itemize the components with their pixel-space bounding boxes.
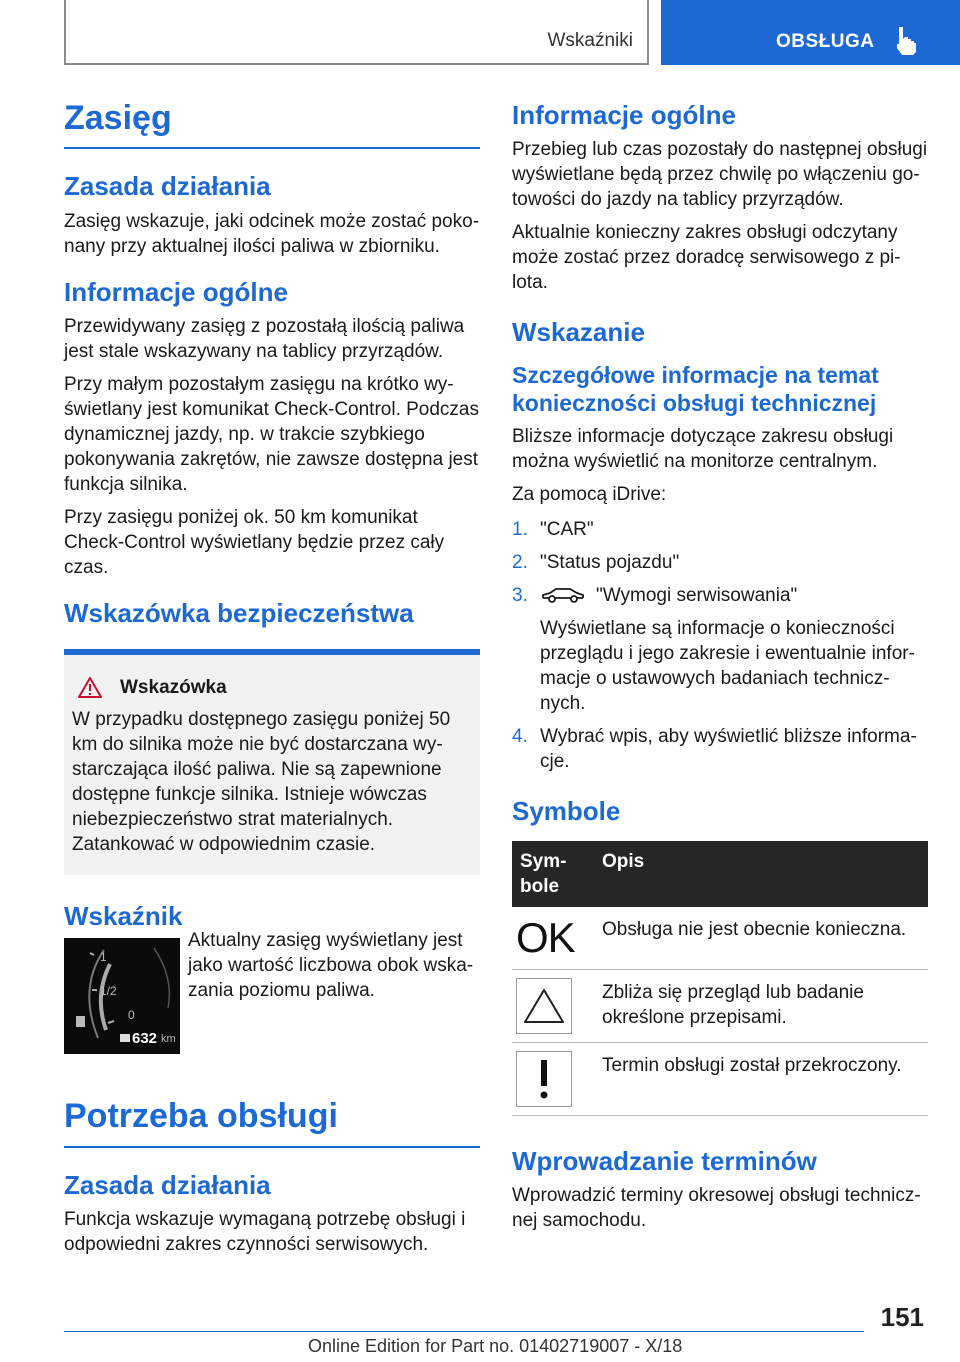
table-row bbox=[512, 1042, 928, 1115]
symbols-table bbox=[512, 841, 928, 1116]
fuel-range-gauge-image bbox=[64, 938, 180, 1054]
table-cell-description: Obsługa nie jest obecnie konieczna. bbox=[594, 907, 928, 970]
step-number: 4. bbox=[512, 725, 528, 747]
service-principle-heading: Zasada działania bbox=[64, 1169, 271, 1200]
step-number: 3. bbox=[512, 584, 528, 606]
display-heading: Wskazanie bbox=[512, 317, 645, 348]
step-text: "Wymogi serwisowania" bbox=[596, 584, 798, 606]
header-section-label: Wskaźniki bbox=[547, 30, 633, 51]
gauge-half-label: 1/2 bbox=[100, 984, 117, 999]
ok-icon: OK bbox=[516, 913, 575, 961]
service-title-block bbox=[64, 1098, 480, 1147]
table-cell-symbol bbox=[512, 969, 594, 1042]
footer-edition: Online Edition for Part no. 01402719007 - X/18 bbox=[308, 1336, 683, 1356]
gauge-range-unit: km bbox=[161, 1033, 176, 1046]
footer-divider bbox=[64, 1331, 864, 1332]
idrive-text: Za pomocą iDrive: bbox=[512, 483, 667, 505]
pointing-hand-icon bbox=[894, 26, 920, 56]
step-subtext: Wyświetlane są informacje o konieczności przeglądu i jego zakresie i ewentualnie informacje o ustawowych badaniach technicznych. bbox=[540, 617, 915, 714]
range-general-heading: Informacje ogólne bbox=[64, 276, 288, 307]
step-text: Wybrać wpis, aby wyświetlić bliższe informacje. bbox=[540, 725, 917, 772]
range-general-p2: Przy małym pozostałym zasięgu na krótko wyświetlany jest komunikat Check-Control. Podczas dynamicznej jazdy, np. w trakcie szybkiego pokonywania zakrętów, nie zawsze dostępna jest funkcja silnika. bbox=[64, 373, 480, 495]
warning-triangle-icon bbox=[516, 978, 572, 1034]
step-item bbox=[512, 724, 928, 774]
step-number: 1. bbox=[512, 518, 528, 540]
step-item bbox=[512, 517, 928, 542]
warning-title-label: Wskazówka bbox=[120, 676, 227, 698]
exclamation-icon bbox=[516, 1051, 572, 1107]
step-item bbox=[512, 550, 928, 575]
step-item bbox=[512, 583, 928, 716]
details-heading: Szczegółowe informacje na temat konieczności obsługi technicznej bbox=[512, 362, 879, 416]
step-number: 2. bbox=[512, 551, 528, 573]
gauge-zero-label: 0 bbox=[128, 1008, 135, 1023]
page-number: 151 bbox=[880, 1302, 924, 1332]
warning-box bbox=[64, 655, 480, 875]
safety-heading-block bbox=[64, 598, 480, 655]
header-section-tab bbox=[64, 0, 649, 65]
gauge-range-value: 632 bbox=[132, 1030, 158, 1048]
table-header-description: Opis bbox=[594, 841, 928, 907]
step-text: "CAR" bbox=[540, 518, 594, 540]
step-text: "Status pojazdu" bbox=[540, 551, 680, 573]
warning-text: W przypadku dostępnego zasięgu poniżej 50 km do silnika może nie być dostarczana wystarczająca ilość paliwa. Nie są zapewnione dostępne funkcje silnika. Istnieje wówczas niebezpieczeństwo strat materialnych. Zatankować w odpowiednim czasie. bbox=[72, 708, 451, 855]
header-chapter-label: OBSŁUGA bbox=[776, 31, 875, 52]
service-general-p1: Przebieg lub czas pozostały do następnej obsługi wyświetlane będą przez chwilę po włączeniu gotowości do jazdy na tablicy przyrządów. bbox=[512, 139, 928, 211]
range-principle-heading: Zasada działania bbox=[64, 171, 271, 202]
car-service-icon bbox=[540, 586, 586, 604]
header-chapter-tab bbox=[661, 0, 960, 65]
table-header-symbol: Symbole bbox=[512, 841, 594, 907]
range-general-p1: Przewidywany zasięg z pozostałą ilością paliwa jest stale wskazywany na tablicy przyrządów. bbox=[64, 315, 465, 362]
left-column bbox=[64, 100, 480, 1265]
right-column bbox=[512, 100, 928, 1241]
table-row bbox=[512, 969, 928, 1042]
table-cell-description: Termin obsługi został przekroczony. bbox=[594, 1042, 928, 1115]
table-cell-description: Zbliża się przegląd lub badanie określone przepisami. bbox=[594, 969, 928, 1042]
range-title: Zasięg bbox=[64, 99, 172, 137]
range-general-p3: Przy zasięgu poniżej ok. 50 km komunikat Check-Control wyświetlany będzie przez cały czas. bbox=[64, 506, 445, 578]
idrive-steps bbox=[512, 517, 928, 774]
service-title: Potrzeba obsługi bbox=[64, 1097, 338, 1136]
indicator-block bbox=[64, 930, 480, 1054]
indicator-text: Aktualny zasięg wyświetlany jest jako wartość liczbowa obok wskazania poziomu paliwa. bbox=[188, 930, 474, 1002]
details-text: Bliższe informacje dotyczące zakresu obsługi można wyświetlić na monitorze centralnym. bbox=[512, 425, 894, 472]
warning-title bbox=[72, 677, 472, 699]
gauge-one-label: 1 bbox=[100, 950, 107, 965]
warning-triangle-icon bbox=[78, 677, 102, 698]
service-principle-text: Funkcja wskazuje wymaganą potrzebę obsługi i odpowiedni zakres czynności serwisowych. bbox=[64, 1208, 466, 1255]
service-general-heading: Informacje ogólne bbox=[512, 100, 736, 130]
dates-text: Wprowadzić terminy okresowej obsługi technicznej samochodu. bbox=[512, 1184, 921, 1231]
symbols-heading: Symbole bbox=[512, 795, 621, 826]
table-cell-symbol bbox=[512, 907, 594, 970]
dates-heading: Wprowadzanie terminów bbox=[512, 1145, 817, 1176]
indicator-heading: Wskaźnik bbox=[64, 900, 183, 931]
range-title-block bbox=[64, 100, 480, 149]
table-row bbox=[512, 907, 928, 970]
table-header-row bbox=[512, 841, 928, 907]
table-cell-symbol bbox=[512, 1042, 594, 1115]
safety-heading: Wskazówka bezpieczeństwa bbox=[64, 597, 414, 628]
service-general-p2: Aktualnie konieczny zakres obsługi odczytany może zostać przez doradcę serwisowego z pilota. bbox=[512, 222, 901, 294]
range-principle-text: Zasięg wskazuje, jaki odcinek może zostać pokonany przy aktualnej ilości paliwa w zbiorniku. bbox=[64, 210, 480, 257]
